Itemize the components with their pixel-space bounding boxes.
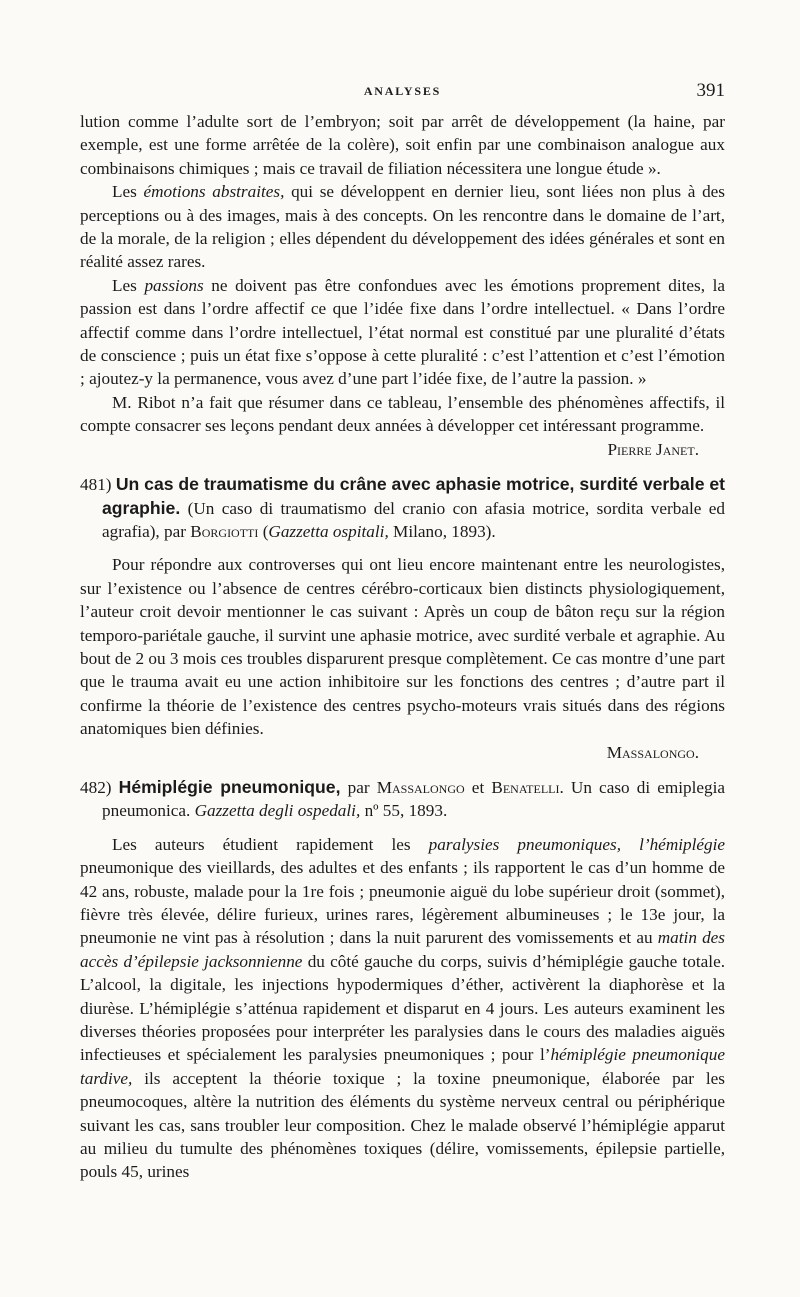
journal-name: Gazzetta degli ospedali, — [194, 801, 361, 821]
emphasis-text: émotions abstraites, — [143, 182, 285, 202]
cited-author: Benatelli. — [491, 777, 564, 797]
entry-482-heading: 482) Hémiplégie pneumonique, par Massalongo et Benatelli. Un caso di emiplegia pneumonica. Gazzetta degli ospedali, nº 55, 1893. — [80, 776, 726, 821]
paragraph-abstract-emotions: Les émotions abstraites, qui se développent en dernier lieu, sont liées non plus à des perceptions ou à des images, mais à des concepts. On les rencontre dans le domaine de l’art, de la morale, de la religion ; elles dépendent du développement des idées générales et sont en réalité assez rares. — [80, 182, 725, 272]
emphasis-text: passions — [144, 275, 204, 295]
author-signature: Pierre Janet. — [607, 439, 699, 459]
paragraph-ribot-summary: M. Ribot n’a fait que résumer dans ce tableau, l’ensemble des phénomènes affectifs, il compte consacrer ses leçons pendant deux années à développer cet intéressant programme. — [80, 392, 725, 436]
entry-number: 481) — [80, 475, 116, 495]
cited-author: Borgiotti — [190, 521, 259, 541]
signature-line — [80, 741, 725, 764]
entry-481-heading: 481) Un cas de traumatisme du crâne avec aphasie motrice, surdité verbale et agraphie. (Un caso di traumatismo del cranio con afasia motrice, sordita verbale ed agrafia), par Borgiotti (Gazzetta ospitali, Milano, 1893). — [80, 474, 726, 541]
entry-481-body: Pour répondre aux controverses qui ont lieu encore maintenant entre les neurologistes, sur l’existence ou l’absence de centres cérébro-corticaux bien distincts physiologiquement, l’auteur croit devoir mentionner le cas suivant : Après un coup de bâton reçu sur la région temporo-pariétale gauche, il survint une aphasie motrice, avec surdité verbale et agraphie. Au bout de 2 ou 3 mois ces troubles disparurent presque complètement. Ce cas montre d’une part que le trauma avait eu une action inhibitoire sur les fonctions des centres ; d’autre part il confirme la théorie de l’existence des centres psycho-moteurs vrais situés dans des régions anatomiques bien définies. — [80, 555, 725, 739]
emphasis-text: matin des accès d’épilepsie jacksonnienne — [80, 928, 725, 971]
author-signature: Massalongo. — [606, 742, 699, 762]
entry-title: Hémiplégie pneumonique, — [118, 776, 341, 797]
emphasis-text: hémiplégie pneumonique tardive, — [80, 1045, 725, 1088]
emphasis-text: paralysies pneumoniques, l’hémiplégie — [428, 834, 725, 854]
paragraph-passions: Les passions ne doivent pas être confondues avec les émotions proprement dites, la passion est dans l’ordre affectif ce que l’idée fixe dans l’ordre intellectuel. « Dans l’ordre affectif comme dans l’ordre intellectuel, l’état normal est constitué par une pluralité d’états de conscience ; puis un état fixe s’oppose à cette pluralité : c’est l’attention et c’est l’émotion ; ajoutez-y la permanence, vous avez d’une part l’idée fixe, de l’autre la passion. » — [80, 275, 725, 389]
entry-title: Un cas de traumatisme du crâne avec aphasie motrice, surdité verbale et agraphie. — [102, 474, 726, 518]
entry-number: 482) — [80, 777, 119, 797]
cited-author: Massalongo — [376, 777, 465, 797]
signature-line — [80, 438, 725, 461]
running-head: ANALYSES — [363, 84, 442, 98]
entry-482-body: Les auteurs étudient rapidement les paralysies pneumoniques, l’hémiplégie pneumonique des vieillards, des adultes et des enfants ; ils rapportent le cas d’un homme de 42 ans, robuste, malade pour la 1re fois ; pneumonie aiguë du lobe supérieur droit (sommet), fièvre très élevée, délire furieux, urines rares, légèrement albumineuses ; le 13e jour, la pneumonie ne vint pas à résolution ; dans la nuit parurent des vomissements et au matin des accès d’épilepsie jacksonnienne du côté gauche du corps, suivis d’hémiplégie gauche totale. L’alcool, la digitale, les injections hypodermiques d’éther, activèrent la diaphorèse et la diurèse. L’hémiplégie s’atténua rapidement et disparut en 4 jours. Les auteurs examinent les diverses théories proposées pour interpréter les paralysies dans le cours des maladies aiguës infectieuses et spécialement les paralysies pneumoniques ; pour l’hémiplégie pneumonique tardive, ils acceptent la théorie toxique ; la toxine pneumonique, élaborée par les pneumocoques, altère la nutrition des éléments du système nerveux central ou périphérique suivant les cas, sans troubler leur composition. Chez le malade observé l’hémiplégie apparut au milieu du tumulte des phénomènes toxiques (délire, vomissements, épilepsie partielle, pouls 45, urines — [80, 834, 725, 1182]
page-header — [80, 80, 725, 104]
page-body — [80, 110, 725, 1184]
page-number: 391 — [696, 80, 725, 101]
journal-name: Gazzetta ospitali, — [268, 521, 389, 541]
paragraph-continuation: lution comme l’adulte sort de l’embryon; soit par arrêt de développement (la haine, par exemple, est une forme arrêtée de la colère), soit enfin par une combinaison analogue aux combinaisons chimiques ; mais ce travail de filiation nécessitera une longue étude ». — [80, 112, 725, 178]
